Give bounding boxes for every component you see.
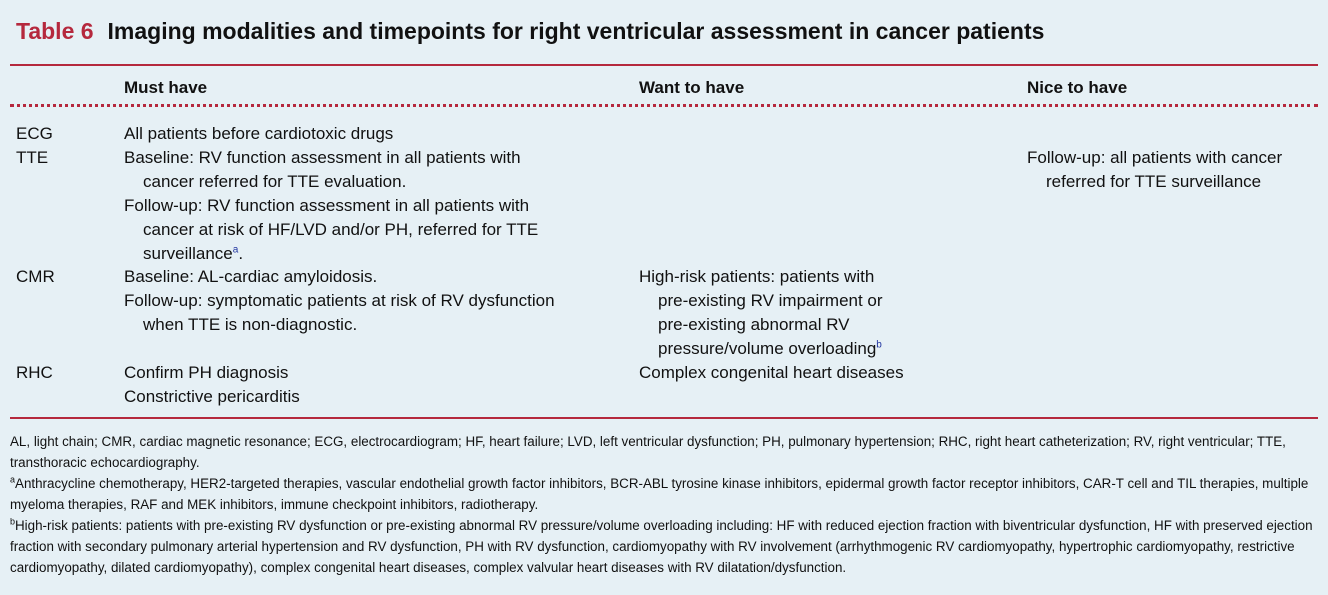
footnote-b-mark: b <box>10 516 16 527</box>
footnote-a-link[interactable]: a <box>232 244 239 256</box>
tte-followup <box>124 194 576 266</box>
tte-must-have <box>124 146 576 266</box>
tte-followup-end: . <box>238 244 244 263</box>
row-label-tte: TTE <box>16 148 49 167</box>
header-divider <box>10 104 1318 107</box>
cmr-want <box>639 265 909 361</box>
cmr-baseline-text: Baseline: AL-cardiac amyloidosis. <box>124 267 378 286</box>
table-number: Table 6 <box>16 18 94 44</box>
rhc-must-2: Constrictive pericarditis <box>124 387 300 406</box>
rhc-must-1: Confirm PH diagnosis <box>124 363 289 382</box>
cmr-want-to-have <box>639 265 909 361</box>
top-rule <box>10 64 1318 66</box>
ecg-must-text: All patients before cardiotoxic drugs <box>124 124 394 143</box>
row-label-rhc: RHC <box>16 363 53 382</box>
table-title-text: Imaging modalities and timepoints for right ventricular assessment in cancer patients <box>107 18 1045 44</box>
rhc-want-text: Complex congenital heart diseases <box>639 363 904 382</box>
rhc-want-to-have <box>639 361 999 385</box>
footnote-a-mark: a <box>10 474 16 485</box>
tte-nice-to-have <box>1027 146 1312 194</box>
row-label-cmr: CMR <box>16 267 55 286</box>
header-want-to-have: Want to have <box>639 78 745 97</box>
bottom-rule <box>10 417 1318 419</box>
rhc-must-have <box>124 361 594 409</box>
abbreviations-note: AL, light chain; CMR, cardiac magnetic resonance; ECG, electrocardiogram; HF, heart failure; LVD, left ventricular dysfunction; PH, pulmonary hypertension; RHC, right heart catheterization; RV, right ventricular; TTE, transthoracic echocardiography. <box>10 434 1286 470</box>
footnote-a <box>10 473 1315 515</box>
table-title <box>16 18 1044 45</box>
header-nice-to-have: Nice to have <box>1027 78 1128 97</box>
ecg-must-have <box>124 122 594 146</box>
tte-nice-text: Follow-up: all patients with cancer referred for TTE surveillance <box>1027 148 1283 191</box>
table-footnotes <box>10 431 1315 578</box>
row-label-ecg: ECG <box>16 124 53 143</box>
cmr-want-text: High-risk patients: patients with pre-existing RV impairment or pre-existing abnormal RV pressure/volume overloading <box>639 267 883 358</box>
footnote-b-link[interactable]: b <box>876 339 882 351</box>
cmr-followup-text: Follow-up: symptomatic patients at risk of RV dysfunction when TTE is non-diagnostic. <box>124 291 555 334</box>
footnote-b <box>10 515 1315 578</box>
cmr-must-have <box>124 265 594 337</box>
footnote-b-text: High-risk patients: patients with pre-existing RV dysfunction or pre-existing abnormal RV pressure/volume overloading including: HF with reduced ejection fraction with biventricular dysfunction, HF with preserved ejection fraction with secondary pulmonary arterial hypertension and RV dysfunction, PH with RV dysfunction, cardiomyopathy with RV involvement (arrhythmogenic RV cardiomyopathy, hypertrophic cardiomyopathy, restrictive cardiomyopathy, dilated cardiomyopathy), complex congenital heart diseases, complex valvular heart diseases with RV dilatation/dysfunction. <box>10 518 1313 575</box>
header-must-have: Must have <box>124 78 208 97</box>
footnote-a-text: Anthracycline chemotherapy, HER2-targeted therapies, vascular endothelial growth factor inhibitors, BCR-ABL tyrosine kinase inhibitors, epidermal growth factor receptor inhibitors, CAR-T cell and TIL therapies, multiple myeloma therapies, RAF and MEK inhibitors, immune checkpoint inhibitors, radiotherapy. <box>10 476 1309 512</box>
tte-baseline-text: Baseline: RV function assessment in all patients with cancer referred for TTE evaluation. <box>124 148 521 191</box>
tte-followup-text: Follow-up: RV function assessment in all patients with cancer at risk of HF/LVD and/or PH, referred for TTE surveillance <box>124 196 539 263</box>
